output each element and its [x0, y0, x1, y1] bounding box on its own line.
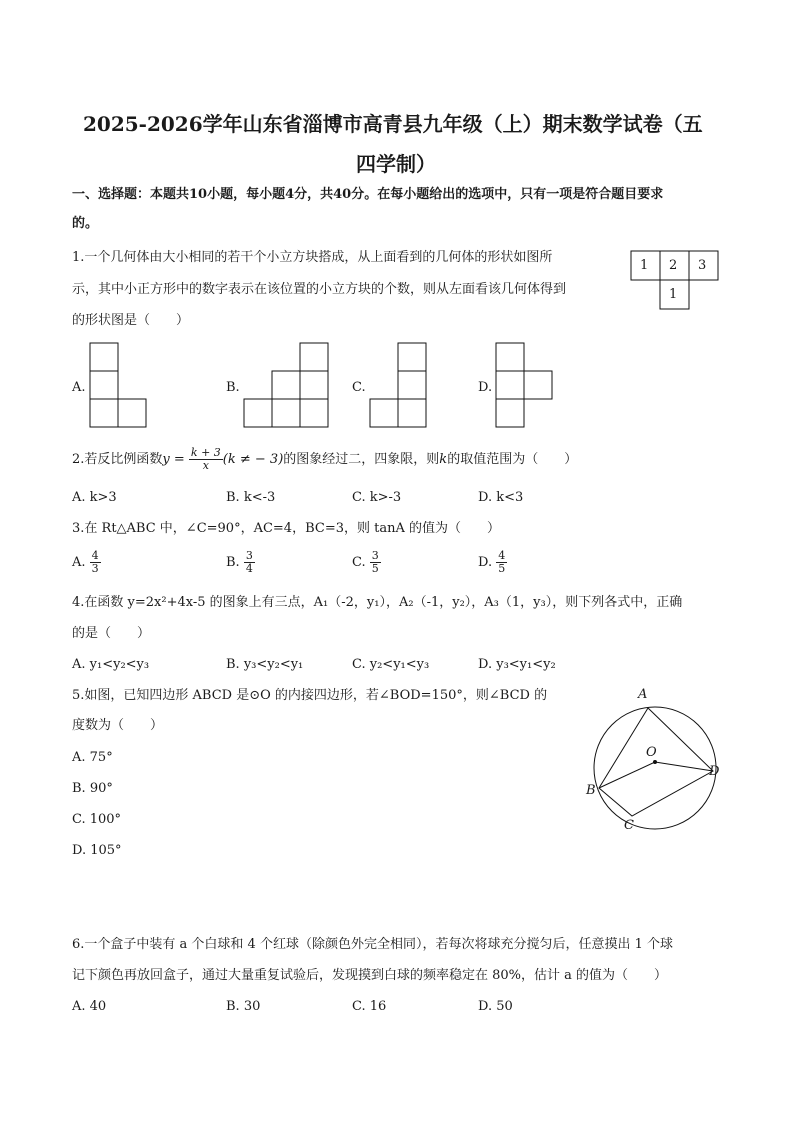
- q4-option-d: D. y₃<y₁<y₂: [478, 657, 556, 672]
- q4-text-line1: 4.在函数 y=2x²+4x-5 的图象上有三点，A₁（-2，y₁），A₂（-1，y₂），A₃（1，y₃），则下列各式中，正确: [72, 595, 683, 610]
- q3-frac-den: 3: [91, 562, 99, 575]
- page-title-line2: 四学制）: [356, 152, 436, 176]
- q3-frac-den: 5: [498, 562, 506, 575]
- q5-text-line2: 度数为（ ）: [72, 718, 164, 733]
- q4-option-a: A. y₁<y₂<y₃: [72, 657, 150, 672]
- q3-frac-num: 3: [371, 549, 379, 562]
- q5-text-line1: 5.如图，已知四边形 ABCD 是⊙O 的内接四边形，若∠BOD=150°，则∠BCD 的: [72, 688, 548, 703]
- q5-option-b: B. 90°: [72, 781, 113, 796]
- q1-option-c-figure: [368, 342, 428, 430]
- q3-option-label: D.: [478, 555, 493, 570]
- q2-option-d: D. k<3: [478, 490, 524, 505]
- circle-o: [594, 707, 716, 829]
- q3-option-d: [478, 550, 507, 575]
- q3-frac-den: 5: [371, 562, 379, 575]
- q6-option-d: D. 50: [478, 999, 513, 1014]
- point-label-a: A: [638, 687, 648, 702]
- q2-k: k: [439, 452, 448, 467]
- q3-text: 3.在 Rt△ABC 中，∠C=90°，AC=4，BC=3，则 tanA 的值为（ ）: [72, 521, 500, 536]
- q1-option-c-label: C.: [352, 380, 366, 395]
- q4-option-c: C. y₂<y₁<y₃: [352, 657, 430, 672]
- q4-text-line2: 的是（ ）: [72, 626, 151, 641]
- q2-option-c: C. k>-3: [352, 490, 402, 505]
- q3-option-a: [72, 550, 101, 575]
- segment-od: [655, 762, 713, 771]
- section-header-line1: 一、选择题：本题共10小题，每小题4分，共40分。在每小题给出的选项中，只有一项是符合题目要求: [72, 187, 664, 202]
- q5-option-d: D. 105°: [72, 843, 122, 858]
- top-view-number: 3: [698, 258, 707, 273]
- point-label-o: O: [646, 745, 657, 760]
- top-view-number: 1: [669, 287, 678, 302]
- point-label-c: C: [624, 818, 634, 833]
- q5-option-a: A. 75°: [72, 750, 113, 765]
- page-title-line1: 2025-2026学年山东省淄博市高青县九年级（上）期末数学试卷（五: [83, 112, 703, 136]
- q2-condition: (k ≠ − 3): [222, 452, 284, 467]
- section-header-line2: 的。: [72, 216, 99, 231]
- q2-text: [72, 446, 577, 474]
- q2-suffix: 的图象经过二，四象限，则: [283, 452, 440, 467]
- q3-option-label: B.: [226, 555, 240, 570]
- top-view-number: 2: [669, 258, 678, 273]
- q6-text-line2: 记下颜色再放回盒子，通过大量重复试验后，发现摸到白球的频率稳定在 80%，估计 a 的值为（ ）: [72, 968, 668, 983]
- q2-frac-den: x: [189, 459, 223, 472]
- q3-frac-num: 3: [245, 549, 253, 562]
- q3-option-c: [352, 550, 381, 575]
- q3-frac-den: 4: [245, 562, 253, 575]
- q1-option-b-figure: [242, 342, 330, 430]
- q1-text-line1: 1.一个几何体由大小相同的若干个小立方块搭成，从上面看到的几何体的形状如图所: [72, 250, 553, 265]
- q2-option-a: A. k>3: [72, 490, 117, 505]
- q6-option-c: C. 16: [352, 999, 387, 1014]
- q2-func-y: y =: [162, 452, 185, 467]
- q1-option-a-figure: [88, 342, 148, 430]
- q6-text-line1: 6.一个盒子中装有 a 个白球和 4 个红球（除颜色外完全相同），若每次将球充分搅匀后，任意摸出 1 个球: [72, 937, 673, 952]
- q2-fraction: [189, 447, 223, 472]
- q6-option-a: A. 40: [72, 999, 107, 1014]
- q3-option-label: A.: [72, 555, 86, 570]
- point-label-d: D: [709, 764, 720, 779]
- q4-option-b: B. y₃<y₂<y₁: [226, 657, 304, 672]
- q3-option-label: C.: [352, 555, 366, 570]
- top-view-number: 1: [640, 258, 649, 273]
- q2-frac-num: k + 3: [190, 446, 221, 459]
- q1-option-d-label: D.: [478, 380, 493, 395]
- q2-option-b: B. k<-3: [226, 490, 276, 505]
- q2-prefix: 2.若反比例函数: [72, 452, 163, 467]
- q1-text-line3: 的形状图是（ ）: [72, 313, 190, 328]
- q1-option-d-figure: [494, 342, 554, 430]
- q3-frac-num: 4: [91, 549, 99, 562]
- q3-frac-num: 4: [498, 549, 506, 562]
- q2-suffix2: 的取值范围为（ ）: [447, 452, 578, 467]
- q1-text-line2: 示，其中小正方形中的数字表示在该位置的小立方块的个数，则从左面看该几何体得到: [72, 282, 567, 297]
- point-label-b: B: [586, 783, 596, 798]
- q5-option-c: C. 100°: [72, 812, 122, 827]
- q3-option-b: [226, 550, 255, 575]
- q1-option-b-label: B.: [226, 380, 240, 395]
- q1-option-a-label: A.: [72, 380, 86, 395]
- q6-option-b: B. 30: [226, 999, 261, 1014]
